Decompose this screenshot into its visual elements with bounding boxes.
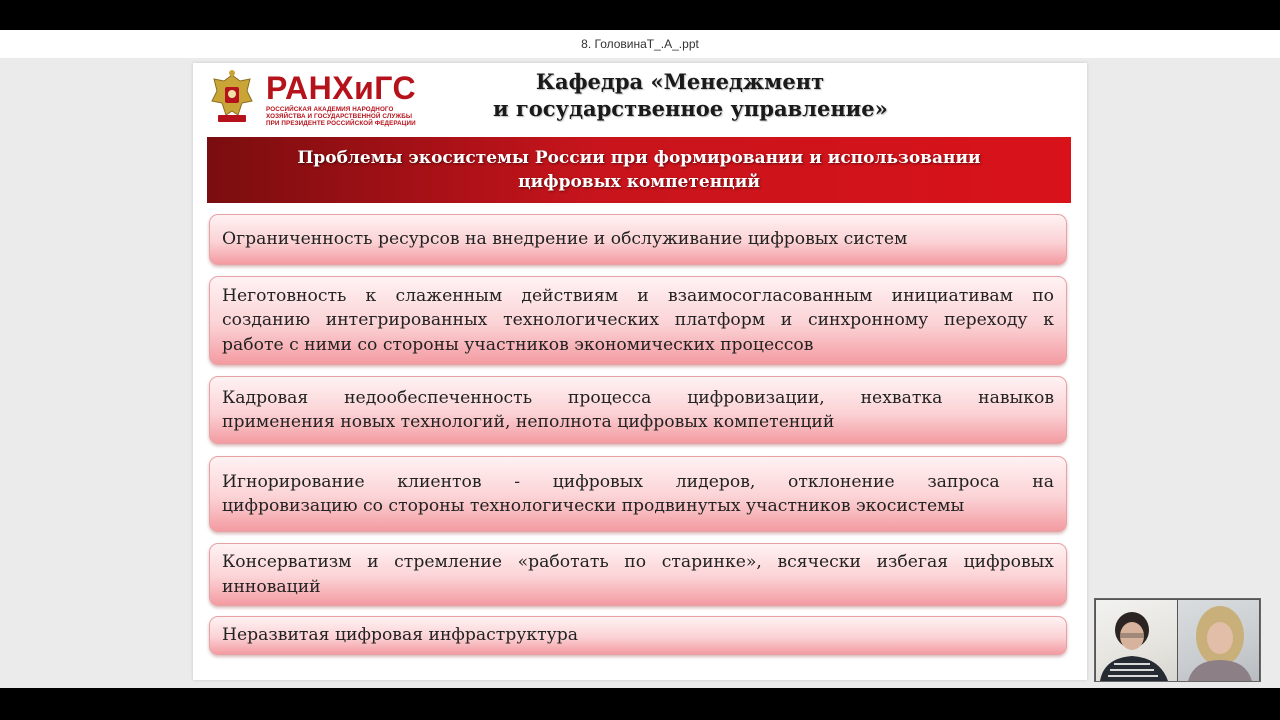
- presentation-slide: [193, 63, 1087, 680]
- problem-item-3-line-2: применения новых технологий, неполнота цифровых компетенций: [222, 412, 835, 432]
- problem-item-1: [209, 214, 1067, 265]
- slide-heading-line-2: цифровых компетенций: [518, 172, 760, 192]
- problem-item-5: [209, 543, 1067, 606]
- department-title-line-2: и государственное управление»: [493, 96, 888, 121]
- logo-subtitle: РОССИЙСКАЯ АКАДЕМИЯ НАРОДНОГО ХОЗЯЙСТВА И ГОСУДАРСТВЕННОЙ СЛУЖБЫ ПРИ ПРЕЗИДЕНТЕ РОССИЙСКОЙ ФЕДЕРАЦИИ: [266, 106, 416, 127]
- logo-name: РАНХиГС: [266, 70, 417, 106]
- bottom-letterbox: [0, 688, 1280, 720]
- problem-item-6-line-1: Неразвитая цифровая инфраструктура: [222, 625, 578, 646]
- problem-item-5-line-2: инноваций: [222, 576, 321, 597]
- participant-video-2[interactable]: [1178, 600, 1259, 681]
- problem-item-2-line-2: созданию интегрированных технологических платформ и синхронному переходу к: [222, 310, 1054, 331]
- participant-2-avatar-icon: [1178, 600, 1259, 681]
- problem-item-6: [209, 616, 1067, 655]
- problem-item-5-line-1: Консерватизм и стремление «работать по старинке», всячески избегая цифровых: [222, 552, 1054, 572]
- slide-heading-line-1: Проблемы экосистемы России при формировании и использовании: [297, 148, 981, 168]
- ranepa-logo: [210, 69, 417, 127]
- slide-heading-banner: [207, 137, 1071, 203]
- window-title: 8. ГоловинаТ_.А_.ppt: [581, 37, 699, 51]
- eagle-emblem-icon: [210, 69, 254, 125]
- problem-item-1-line-1: Ограниченность ресурсов на внедрение и обслуживание цифровых систем: [222, 229, 908, 250]
- problem-item-2: [209, 276, 1067, 365]
- problem-item-2-line-1: Неготовность к слаженным действиям и взаимосогласованным инициативам по: [222, 285, 1054, 306]
- problem-item-2-line-3: работе с ними со стороны участников экономических процессов: [222, 334, 814, 355]
- problem-item-3: [209, 376, 1067, 444]
- video-call-panel[interactable]: [1094, 598, 1261, 682]
- department-title: [493, 68, 888, 122]
- problem-item-4-line-2: цифровизацию со стороны технологически продвинутых участников экосистемы: [222, 496, 965, 516]
- window-title-bar: [0, 30, 1280, 58]
- problem-item-4-line-1: Игнорирование клиентов - цифровых лидеров, отклонение запроса на: [222, 471, 1054, 492]
- problem-item-3-line-1: Кадровая недообеспеченность процесса цифровизации, нехватка навыков: [222, 387, 1054, 408]
- participant-video-1[interactable]: [1096, 600, 1177, 681]
- participant-1-avatar-icon: [1096, 600, 1177, 681]
- department-title-line-1: Кафедра «Менеджмент: [535, 69, 825, 94]
- problem-item-4: [209, 456, 1067, 532]
- top-letterbox: [0, 0, 1280, 30]
